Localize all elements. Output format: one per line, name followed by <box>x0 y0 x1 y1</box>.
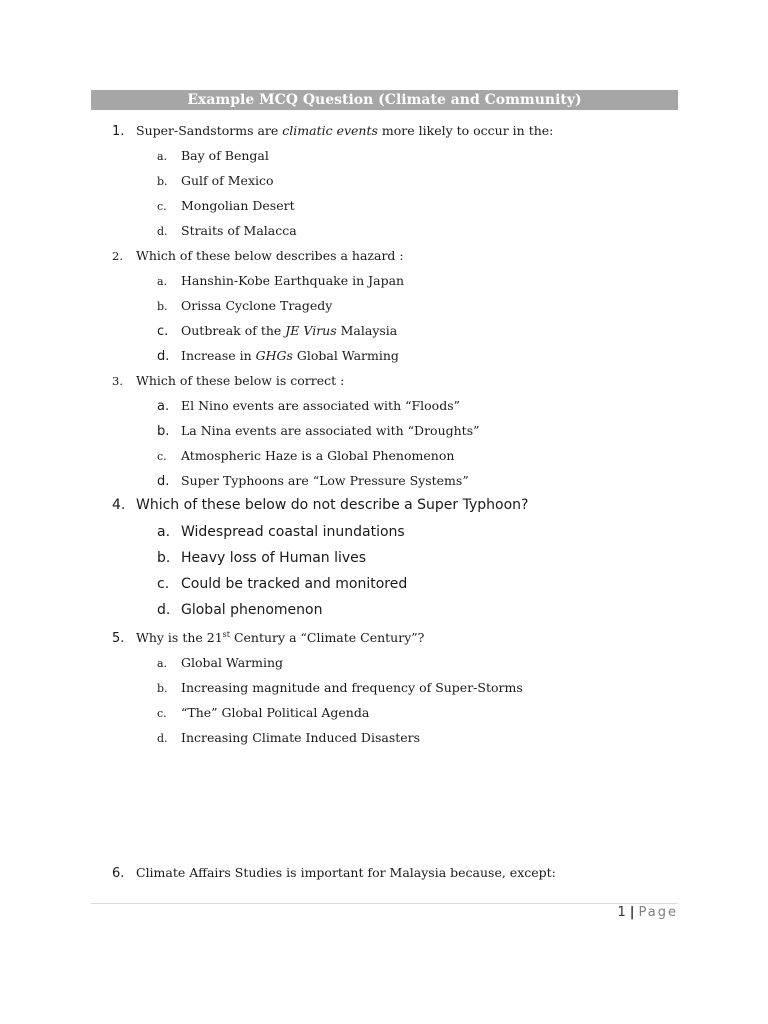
page-label: Page <box>638 905 678 920</box>
question-text: Why is the 21st Century a “Climate Century”? <box>136 629 425 645</box>
option-3d: d. Super Typhoons are “Low Pressure Systems” <box>157 473 469 489</box>
question-text: Which of these below describes a hazard : <box>136 248 404 263</box>
footer-separator: | <box>629 905 635 920</box>
question-5 <box>112 630 672 646</box>
option-5d: d. Increasing Climate Induced Disasters <box>157 730 421 745</box>
option-4d: d. Global phenomenon <box>157 602 323 618</box>
question-number: 1. <box>112 124 125 139</box>
question-text: Which of these below do not describe a Super Typhoon? <box>136 497 529 513</box>
question-6 <box>112 865 672 881</box>
option-2d: d. Increase in GHGs Global Warming <box>157 348 399 364</box>
option-1b: b. Gulf of Mexico <box>157 173 274 188</box>
question-text: Which of these below is correct : <box>136 373 345 388</box>
question-3 <box>112 373 672 388</box>
option-2b: b. Orissa Cyclone Tragedy <box>157 298 333 313</box>
question-1 <box>112 123 672 139</box>
question-number: 2. <box>112 249 123 263</box>
document-title: Example MCQ Question (Climate and Community) <box>91 90 678 110</box>
option-5c: c. “The” Global Political Agenda <box>157 705 370 720</box>
option-3c: c. Atmospheric Haze is a Global Phenomenon <box>157 448 455 463</box>
page-number: 1 <box>617 905 628 920</box>
option-4a: a. Widespread coastal inundations <box>157 524 405 540</box>
question-text: Super-Sandstorms are climatic events more likely to occur in the: <box>136 123 554 138</box>
option-3b: b. La Nina events are associated with “Droughts” <box>157 423 480 439</box>
option-5b: b. Increasing magnitude and frequency of Super-Storms <box>157 680 523 695</box>
question-number: 4. <box>112 497 126 513</box>
question-4 <box>112 497 672 513</box>
question-number: 5. <box>112 631 125 646</box>
option-1d: d. Straits of Malacca <box>157 223 297 238</box>
question-text: Climate Affairs Studies is important for Malaysia because, except: <box>136 865 556 880</box>
question-number: 3. <box>112 374 123 388</box>
option-2c: c. Outbreak of the JE Virus Malaysia <box>157 323 398 339</box>
option-1c: c. Mongolian Desert <box>157 198 295 213</box>
question-2 <box>112 248 672 263</box>
page-footer <box>617 905 678 920</box>
question-number: 6. <box>112 866 125 881</box>
option-4c: c. Could be tracked and monitored <box>157 576 408 592</box>
option-2a: a. Hanshin-Kobe Earthquake in Japan <box>157 273 405 288</box>
footer-divider <box>91 903 678 904</box>
option-1a: a. Bay of Bengal <box>157 148 269 163</box>
option-5a: a. Global Warming <box>157 655 284 670</box>
option-3a: a. El Nino events are associated with “Floods” <box>157 398 461 414</box>
option-4b: b. Heavy loss of Human lives <box>157 550 367 566</box>
